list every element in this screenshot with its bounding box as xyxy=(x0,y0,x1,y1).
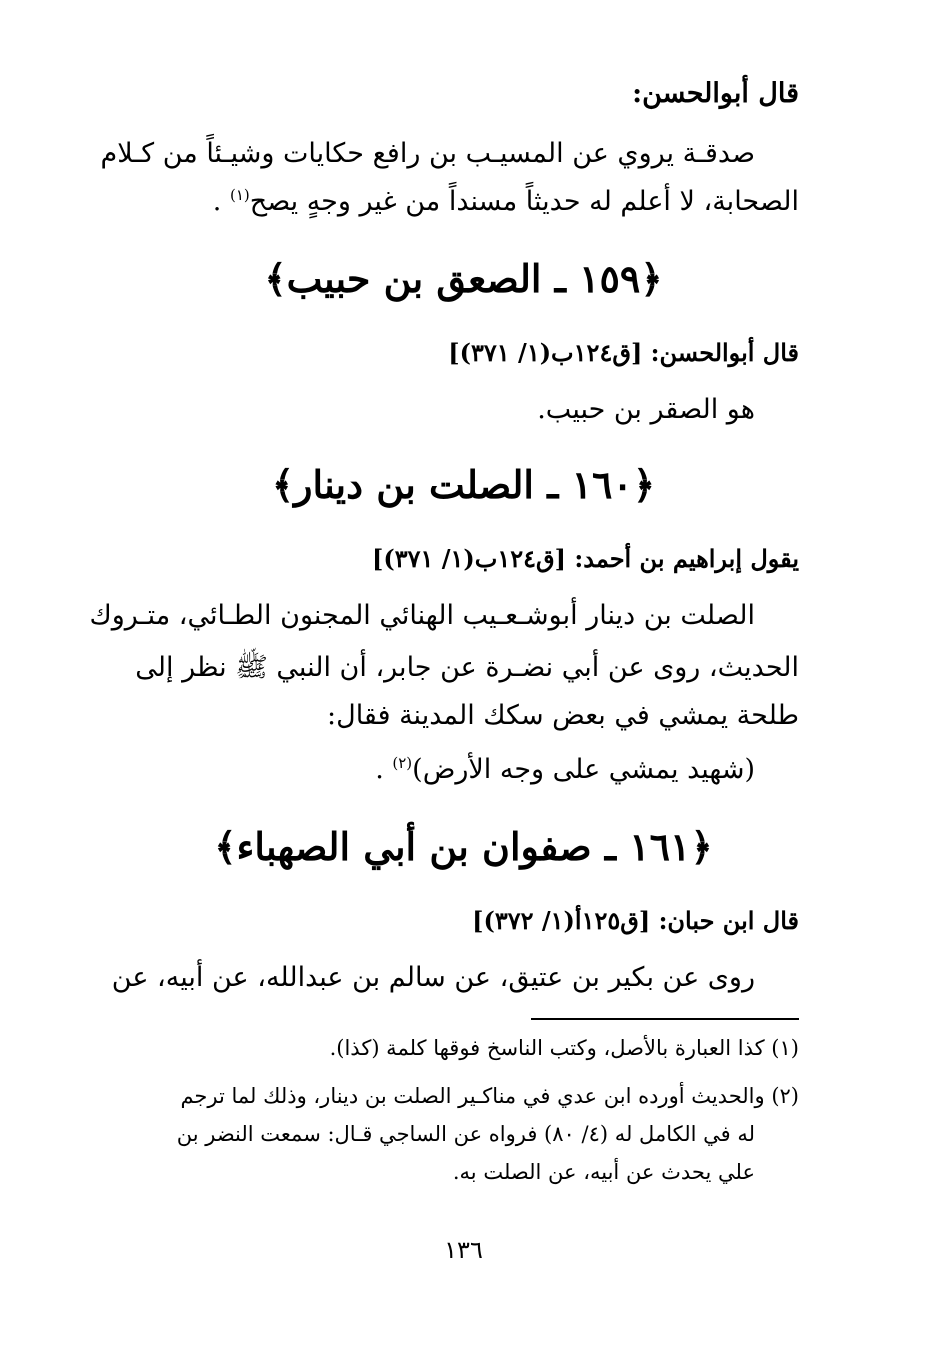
paragraph-line xyxy=(213,186,799,217)
paragraph-line: طلحة يمشي في بعض سكك المدينة فقال: xyxy=(326,700,799,731)
speaker-label: يقول إبراهيم بن أحمد: [ق١٢٤ب(١/ ٣٧١)] xyxy=(372,544,799,573)
footnote-ref: (٢) xyxy=(392,754,413,772)
entry-heading: ﴿١٦٠ ـ الصلت بن دينار﴾ xyxy=(271,462,656,507)
line-end: . xyxy=(375,754,384,785)
footnote-line: (١) كذا العبارة بالأصل، وكتب الناسخ فوقها كلمة (كذا). xyxy=(329,1036,799,1060)
footnote-line: علي يحدث عن أبيه، عن الصلت به. xyxy=(452,1160,755,1184)
paragraph-line xyxy=(375,754,755,785)
entry-heading: ﴿١٥٩ ـ الصعق بن حبيب﴾ xyxy=(264,256,663,301)
paragraph-line: الحديث، روى عن أبي نضـرة عن جابر، أن النبي ﷺ نظر إلى xyxy=(135,652,799,683)
entry-heading: ﴿١٦١ ـ صفوان بن أبي الصهباء﴾ xyxy=(214,824,713,869)
footnote-line: (٢) والحديث أورده ابن عدي في مناكـير الصلت بن دينار، وذلك لما ترجم xyxy=(180,1084,799,1108)
speaker-label: قال ابن حبان: [ق١٢٥أ(١/ ٣٧٢)] xyxy=(472,906,799,935)
line-end: . xyxy=(212,186,222,217)
paragraph-line: صدقـة يروي عن المسيـب بن رافع حكايات وشيـئاً من كـلام xyxy=(100,138,755,169)
paragraph-line: الصلت بن دينار أبوشـعـيب الهنائي المجنون الطـائي، متـروك xyxy=(89,600,755,631)
speaker-label: قال أبوالحسن: [ق١٢٤ب(١/ ٣٧١)] xyxy=(448,338,799,367)
footnote-separator xyxy=(531,1018,799,1020)
paragraph-line: روى عن بكير بن عتيق، عن سالم بن عبدالله، عن أبيه، عن xyxy=(111,962,755,993)
page-number: ١٣٦ xyxy=(444,1236,483,1264)
footnote-line: له في الكامل له (٤/ ٨٠) فرواه عن الساجي قـال: سمعت النضر بن xyxy=(176,1122,755,1146)
speaker-label: قال أبوالحسن: xyxy=(632,78,799,109)
footnote-ref: (١) xyxy=(229,186,250,204)
paragraph-line: هو الصقر بن حبيب. xyxy=(537,394,755,425)
quote-text: (شهيد يمشي على وجه الأرض) xyxy=(412,754,755,785)
paragraph-text: الصحابة، لا أعلم له حديثاً مسنداً من غير وجهٍ يصح xyxy=(249,186,799,217)
